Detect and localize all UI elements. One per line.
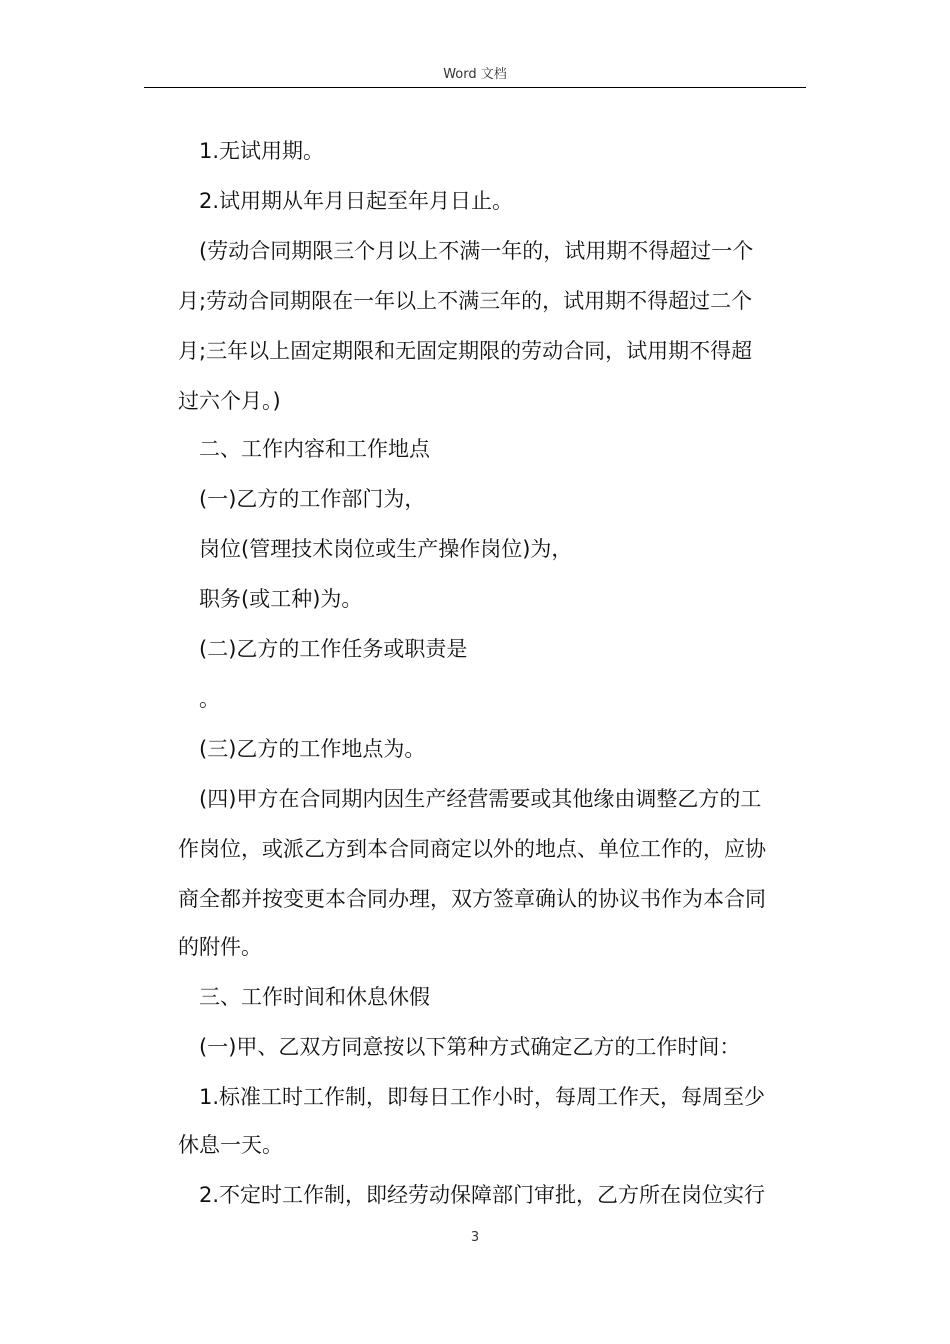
header-divider (144, 87, 806, 88)
text-line: 。 (199, 687, 220, 711)
text-line: 休息一天。 (178, 1133, 283, 1157)
text-line: (四)甲方在合同期内因生产经营需要或其他缘由调整乙方的工 (199, 787, 762, 811)
text-line: (二)乙方的工作任务或职责是 (199, 637, 468, 661)
page-number: 3 (470, 1230, 480, 1245)
text-line: 月;三年以上固定期限和无固定期限的劳动合同，试用期不得超 (178, 339, 753, 363)
text-line: (三)乙方的工作地点为。 (199, 737, 426, 761)
text-line: 商全都并按变更本合同办理，双方签章确认的协议书作为本合同 (178, 887, 766, 911)
text-line: 作岗位，或派乙方到本合同商定以外的地点、单位工作的，应协 (178, 837, 766, 861)
section-heading: 三、工作时间和休息休假 (199, 985, 430, 1009)
text-line: (一)乙方的工作部门为， (199, 487, 426, 511)
text-line: 过六个月。) (178, 389, 281, 413)
text-line: (一)甲、乙双方同意按以下第种方式确定乙方的工作时间： (199, 1035, 741, 1059)
text-line: 岗位(管理技术岗位或生产操作岗位)为， (199, 537, 573, 561)
text-line: 2.不定时工作制，即经劳动保障部门审批，乙方所在岗位实行 (199, 1183, 766, 1207)
text-line: 的附件。 (178, 935, 262, 959)
text-line: 1.无试用期。 (199, 139, 325, 163)
page-header: Word 文档 (443, 67, 507, 82)
section-heading: 二、工作内容和工作地点 (199, 437, 430, 461)
text-line: (劳动合同期限三个月以上不满一年的，试用期不得超过一个 (199, 239, 754, 263)
text-line: 2.试用期从年月日起至年月日止。 (199, 189, 514, 213)
text-line: 职务(或工种)为。 (199, 587, 363, 611)
text-line: 1.标准工时工作制，即每日工作小时，每周工作天，每周至少 (199, 1085, 766, 1109)
text-line: 月;劳动合同期限在一年以上不满三年的，试用期不得超过二个 (178, 289, 753, 313)
